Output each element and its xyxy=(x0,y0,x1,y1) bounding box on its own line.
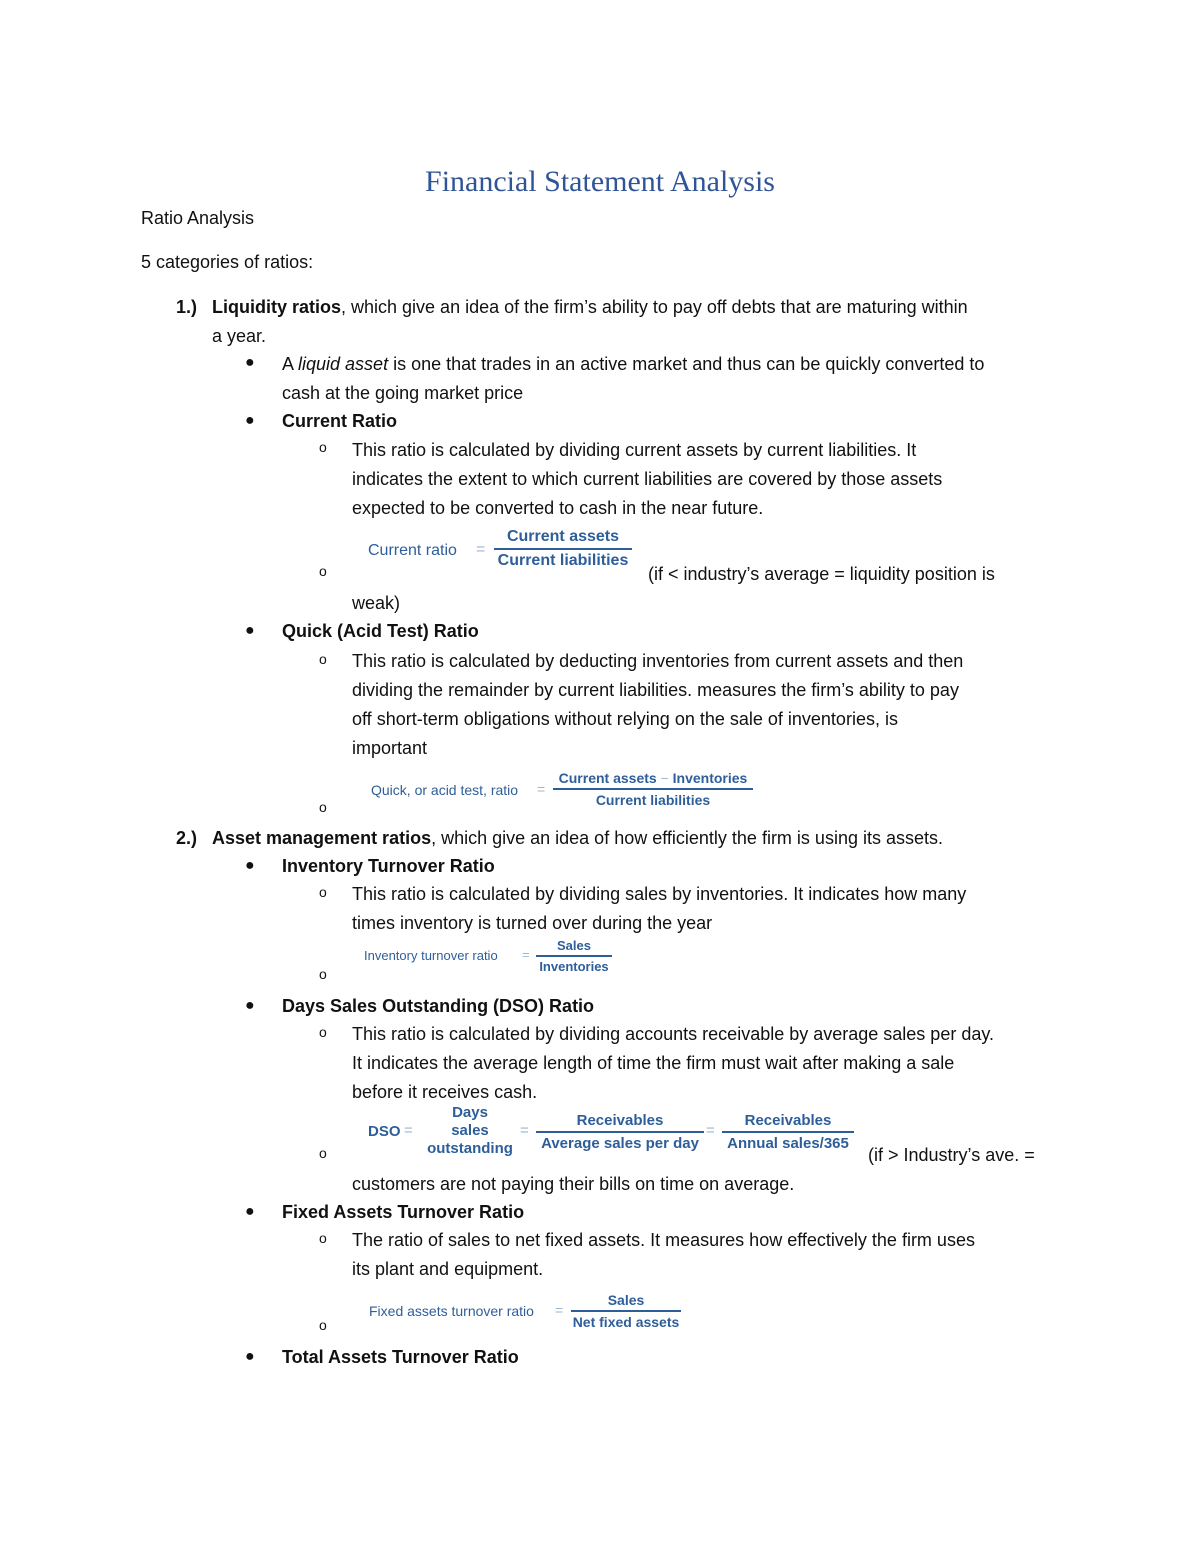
liquid-asset-rest: is one that trades in an active market and thus can be quickly converted to xyxy=(388,354,985,374)
circle-bullet-icon: o xyxy=(319,884,327,900)
fraction-bar xyxy=(494,548,632,550)
circle-bullet-icon: o xyxy=(319,1145,327,1161)
item2-rest: , which give an idea of how efficiently the firm is using its assets. xyxy=(431,828,943,848)
quick-ratio-heading: Quick (Acid Test) Ratio xyxy=(282,621,479,641)
fraction-bar xyxy=(722,1131,854,1133)
numerator-term-a: Current assets xyxy=(558,770,657,786)
categories-heading: 5 categories of ratios: xyxy=(141,252,314,272)
item1-rest: , which give an idea of the firm’s ability to pay off debts that are maturing within xyxy=(341,297,968,317)
item2-line1 xyxy=(212,824,943,853)
current-ratio-note-2: weak) xyxy=(352,593,401,613)
item1-line2: a year. xyxy=(212,326,267,346)
bullet-icon: ● xyxy=(245,857,255,874)
item1-bold: Liquidity ratios xyxy=(212,297,342,317)
current-ratio-formula xyxy=(368,528,638,574)
formula-denominator: Current liabilities xyxy=(497,552,629,569)
inventory-turnover-formula xyxy=(364,938,624,978)
bullet-icon: ● xyxy=(245,1348,255,1365)
liquid-asset-term: liquid asset xyxy=(298,354,389,374)
formula-fraction-2 xyxy=(722,1112,854,1152)
formula-fraction xyxy=(553,770,753,808)
fixed-assets-heading: Fixed Assets Turnover Ratio xyxy=(282,1202,525,1222)
formula-denominator: Net fixed assets xyxy=(572,1314,680,1330)
liquid-asset-line2: cash at the going market price xyxy=(282,383,524,403)
quick-ratio-desc-4: important xyxy=(352,738,428,758)
bullet-icon: ● xyxy=(245,412,255,429)
circle-bullet-icon: o xyxy=(319,651,327,667)
dso-note-2: customers are not paying their bills on time on average. xyxy=(352,1174,795,1194)
list-number-1: 1.) xyxy=(176,297,198,317)
formula-fraction xyxy=(494,528,632,570)
formula-label: Current ratio xyxy=(368,542,457,559)
fixed-assets-desc-2: its plant and equipment. xyxy=(352,1259,544,1279)
current-ratio-desc-2: indicates the extent to which current liabilities are covered by those assets xyxy=(352,469,943,489)
total-assets-heading: Total Assets Turnover Ratio xyxy=(282,1347,519,1367)
formula-denominator: Annual sales/365 xyxy=(727,1135,849,1152)
inventory-turnover-heading: Inventory Turnover Ratio xyxy=(282,856,495,876)
formula-denominator: Inventories xyxy=(539,959,609,974)
formula-numerator: Sales xyxy=(557,938,591,953)
formula-equals: = xyxy=(537,781,546,797)
item2-bold: Asset management ratios xyxy=(212,828,432,848)
quick-ratio-formula xyxy=(371,770,761,814)
inventory-turnover-desc-2: times inventory is turned over during the year xyxy=(352,913,713,933)
formula-label: Quick, or acid test, ratio xyxy=(371,782,519,798)
stack-line-3: outstanding xyxy=(427,1140,513,1157)
list-number-2: 2.) xyxy=(176,828,198,848)
fraction-bar xyxy=(571,1310,681,1312)
inventory-turnover-desc-1: This ratio is calculated by dividing sales by inventories. It indicates how many xyxy=(352,884,967,904)
liquid-asset-line1 xyxy=(282,350,984,379)
formula-fraction-1 xyxy=(536,1112,704,1152)
formula-equals: = xyxy=(522,947,530,962)
item1-line1 xyxy=(212,293,968,322)
current-ratio-heading: Current Ratio xyxy=(282,411,398,431)
document-title: Financial Statement Analysis xyxy=(425,165,775,198)
dso-heading: Days Sales Outstanding (DSO) Ratio xyxy=(282,996,595,1016)
formula-fraction xyxy=(571,1292,681,1330)
formula-label: DSO xyxy=(368,1123,401,1140)
current-ratio-note-1: (if < industry’s average = liquidity position is xyxy=(648,564,995,584)
minus-sign: − xyxy=(660,770,669,786)
circle-bullet-icon: o xyxy=(319,966,327,982)
current-ratio-desc-1: This ratio is calculated by dividing current assets by current liabilities. It xyxy=(352,440,917,460)
current-ratio-desc-3: expected to be converted to cash in the near future. xyxy=(352,498,764,518)
circle-bullet-icon: o xyxy=(319,439,327,455)
formula-fraction xyxy=(536,938,612,974)
formula-label: Inventory turnover ratio xyxy=(364,948,498,963)
formula-numerator: Sales xyxy=(607,1292,645,1308)
stack-line-2: sales xyxy=(451,1122,489,1139)
circle-bullet-icon: o xyxy=(319,799,327,815)
dso-desc-2: It indicates the average length of time the firm must wait after making a sale xyxy=(352,1053,955,1073)
fixed-assets-desc-1: The ratio of sales to net fixed assets. It measures how effectively the firm uses xyxy=(352,1230,975,1250)
dso-stack xyxy=(422,1104,518,1158)
numerator-term-b: Inventories xyxy=(672,770,748,786)
formula-numerator xyxy=(553,770,753,786)
formula-denominator: Current liabilities xyxy=(595,792,711,808)
formula-label: Fixed assets turnover ratio xyxy=(369,1303,534,1319)
dso-desc-1: This ratio is calculated by dividing accounts receivable by average sales per day. xyxy=(352,1024,995,1044)
formula-numerator: Current assets xyxy=(506,528,620,545)
fixed-assets-formula xyxy=(369,1292,689,1334)
formula-denominator: Average sales per day xyxy=(541,1135,699,1152)
dso-desc-3: before it receives cash. xyxy=(352,1082,538,1102)
fraction-bar xyxy=(536,955,612,957)
quick-ratio-desc-1: This ratio is calculated by deducting inventories from current assets and then xyxy=(352,651,964,671)
fraction-bar xyxy=(553,788,753,790)
bullet-icon: ● xyxy=(245,997,255,1014)
fraction-bar xyxy=(536,1131,704,1133)
formula-equals: = xyxy=(706,1122,715,1139)
section-subtitle: Ratio Analysis xyxy=(141,208,255,228)
bullet-icon: ● xyxy=(245,622,255,639)
circle-bullet-icon: o xyxy=(319,1317,327,1333)
formula-equals: = xyxy=(404,1122,413,1139)
formula-equals: = xyxy=(520,1122,529,1139)
circle-bullet-icon: o xyxy=(319,1024,327,1040)
dso-formula xyxy=(368,1104,858,1164)
dso-note-1: (if > Industry’s ave. = xyxy=(868,1145,1035,1165)
liquid-asset-pre: A xyxy=(282,354,299,374)
circle-bullet-icon: o xyxy=(319,563,327,579)
circle-bullet-icon: o xyxy=(319,1230,327,1246)
stack-line-1: Days xyxy=(452,1104,488,1121)
formula-equals: = xyxy=(555,1302,564,1318)
bullet-icon: ● xyxy=(245,1203,255,1220)
formula-numerator: Receivables xyxy=(744,1112,832,1129)
quick-ratio-desc-2: dividing the remainder by current liabilities. measures the firm’s ability to pay xyxy=(352,680,959,700)
quick-ratio-desc-3: off short-term obligations without relying on the sale of inventories, is xyxy=(352,709,898,729)
formula-equals: = xyxy=(476,541,486,558)
formula-numerator: Receivables xyxy=(576,1112,664,1129)
bullet-icon: ● xyxy=(245,354,255,371)
